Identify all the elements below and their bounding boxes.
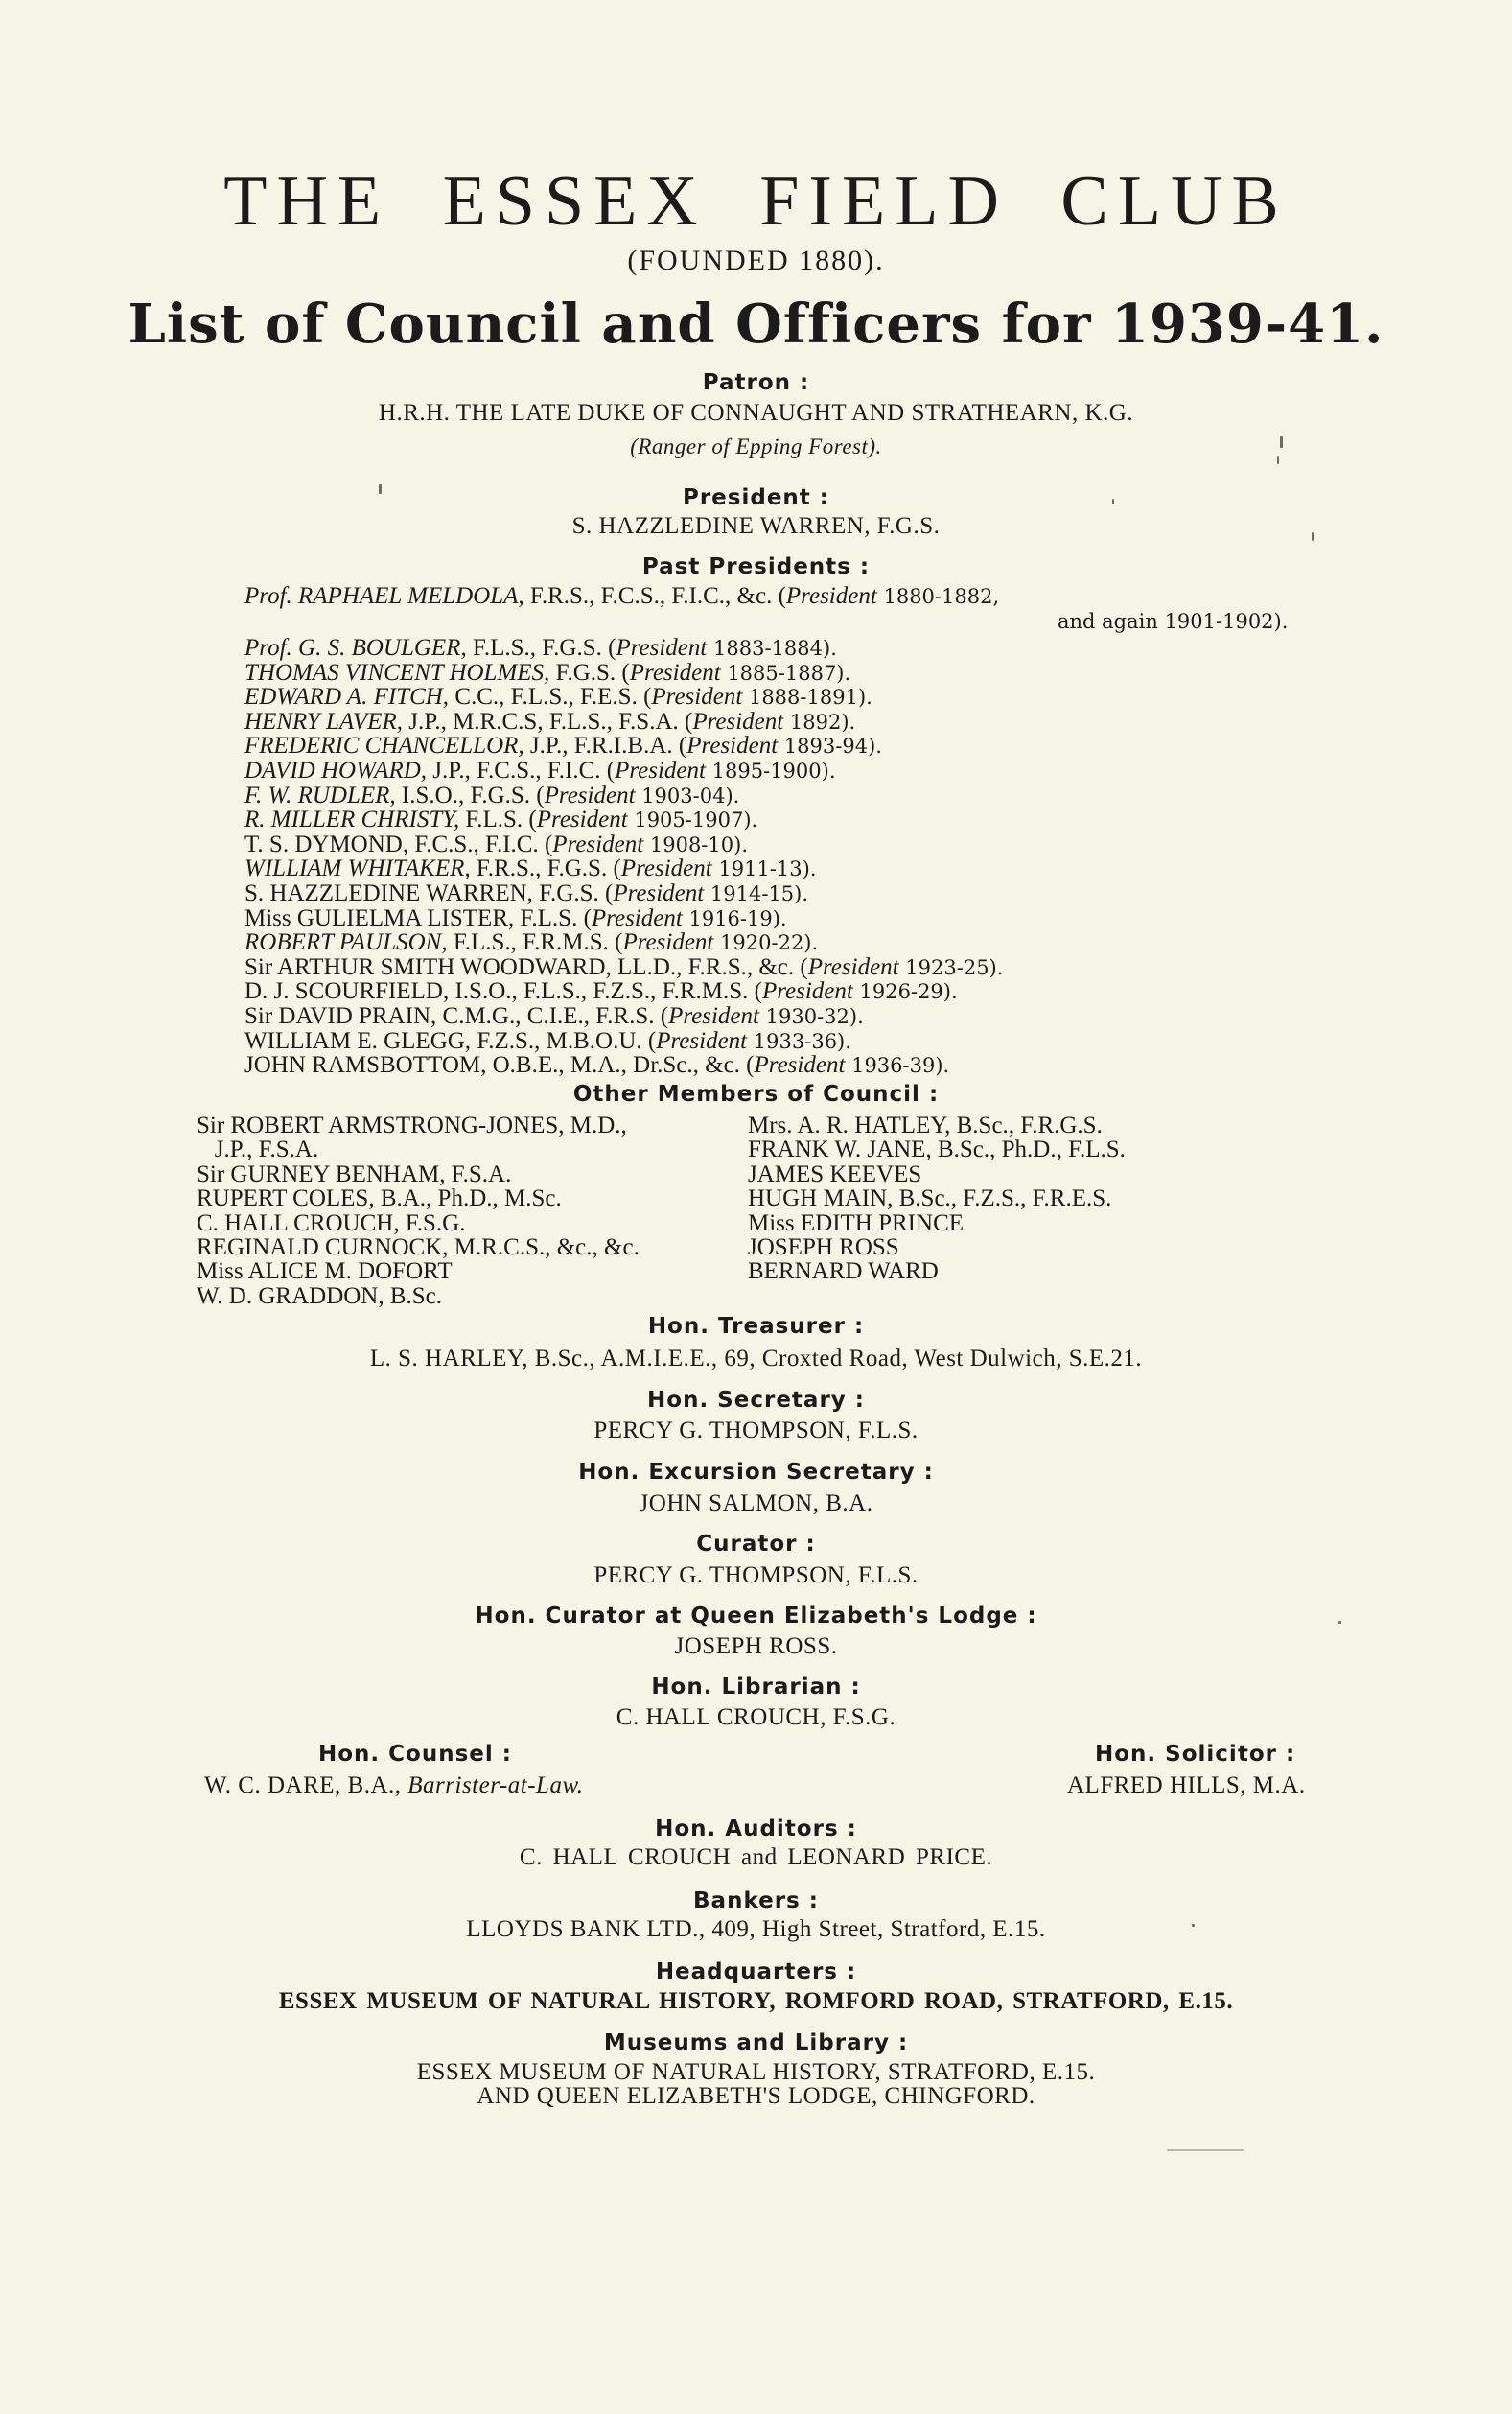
past-president-quals: I.S.O., F.L.S., F.Z.S., F.R.M.S. ( [449, 978, 762, 1005]
past-president-entry [244, 1004, 864, 1030]
past-president-name: Miss GULIELMA LISTER, [244, 904, 515, 931]
past-president-role: President [761, 978, 853, 1005]
past-president-name: EDWARD A. FITCH, [244, 684, 450, 711]
past-president-role: President [785, 583, 877, 609]
curator-heading: Curator : [696, 1532, 816, 1557]
bankers-heading: Bankers : [693, 1888, 819, 1913]
secretary-heading: Hon. Secretary : [647, 1388, 865, 1413]
past-president-quals: F.Z.S., M.B.O.U. ( [471, 1027, 657, 1054]
past-president-years: 1893-94). [778, 735, 882, 759]
past-president-entry [244, 734, 882, 760]
past-president-entry [244, 955, 1003, 981]
past-president-years: 1930-32). [758, 1005, 864, 1028]
past-president-role: President [686, 733, 779, 760]
president-name: S. HAZZLEDINE WARREN, F.G.S. [571, 513, 941, 539]
past-president-entry [244, 930, 818, 956]
past-president-years: 1936-39). [845, 1054, 950, 1078]
council-member: Mrs. A. R. HATLEY, B.Sc., F.R.G.S. [748, 1113, 1103, 1138]
past-president-entry [244, 661, 850, 687]
past-president-quals: C.C., F.L.S., F.E.S. ( [449, 684, 652, 711]
past-president-entry [244, 1029, 851, 1055]
council-member: J.P., F.S.A. [197, 1137, 319, 1163]
past-president-entry [244, 832, 748, 858]
past-president-years: 1892). [783, 710, 856, 734]
past-president-years: 1888-1891). [742, 686, 872, 710]
council-right-column [748, 1113, 1126, 1284]
past-president-entry [244, 636, 837, 662]
past-president-role: President [536, 807, 628, 833]
counsel-name-line [204, 1772, 584, 1799]
founded-line: (FOUNDED 1880). [627, 245, 885, 276]
council-member: Miss ALICE M. DOFORT [197, 1258, 453, 1285]
past-president-quals: F.L.S. ( [514, 904, 592, 931]
past-president-name: WILLIAM E. GLEGG, [244, 1027, 472, 1054]
past-president-quals: O.B.E., M.A., Dr.Sc., &c. ( [486, 1052, 755, 1079]
council-member: RUPERT COLES, B.A., Ph.D., M.Sc. [197, 1185, 562, 1212]
past-president-years: 1933-36). [747, 1029, 851, 1053]
past-president-role: President [651, 684, 743, 711]
past-president-quals: F.G.S. ( [549, 659, 630, 686]
solicitor-name: ALFRED HILLS, M.A. [1067, 1772, 1306, 1798]
past-president-years: 1914-15). [704, 882, 809, 905]
past-president-role: President [754, 1052, 846, 1079]
museums-heading: Museums and Library : [603, 2030, 909, 2055]
lodge-curator-heading: Hon. Curator at Queen Elizabeth's Lodge : [475, 1604, 1037, 1629]
past-president-role: President [692, 708, 784, 735]
past-president-years: 1880-1882, [876, 585, 1000, 608]
librarian-heading: Hon. Librarian : [651, 1675, 861, 1699]
past-president-name: THOMAS VINCENT HOLMES, [244, 659, 550, 686]
past-president-name: Prof. G. S. BOULGER, [244, 635, 467, 661]
patron-heading: Patron : [702, 370, 810, 395]
council-member: Miss EDITH PRINCE [748, 1209, 965, 1236]
council-member: FRANK W. JANE, B.Sc., Ph.D., F.L.S. [748, 1137, 1126, 1163]
past-president-quals: F.R.S., F.C.S., F.I.C., &c. ( [523, 583, 786, 609]
secretary-name: PERCY G. THOMPSON, F.L.S. [593, 1418, 919, 1443]
past-president-name: D. J. SCOURFIELD, [244, 978, 450, 1005]
past-president-name: F. W. RUDLER, [244, 782, 396, 809]
past-president-quals: F.C.S., F.I.C. ( [408, 831, 553, 857]
past-president-name: S. HAZZLEDINE WARREN, [244, 880, 533, 906]
past-president-entry [244, 906, 787, 932]
council-member: C. HALL CROUCH, F.S.G. [197, 1209, 466, 1236]
past-president-name: FREDERIC CHANCELLOR, [244, 733, 524, 760]
past-president-entry [244, 1053, 949, 1079]
council-member: Sir GURNEY BENHAM, F.S.A. [197, 1160, 512, 1187]
solicitor-heading: Hon. Solicitor : [1095, 1742, 1296, 1767]
past-president-name: R. MILLER CHRISTY, [244, 807, 460, 833]
past-president-quals: C.M.G., C.I.E., F.R.S. ( [436, 1003, 669, 1029]
librarian-name: C. HALL CROUCH, F.S.G. [616, 1704, 896, 1730]
past-presidents-heading: Past Presidents : [641, 554, 871, 579]
past-president-entry [244, 808, 757, 833]
past-president-years: 1923-25). [898, 955, 1004, 979]
past-president-quals: F.R.S., F.G.S. ( [470, 855, 621, 882]
past-president-role: President [656, 1027, 748, 1054]
patron-note: (Ranger of Epping Forest). [630, 434, 882, 458]
past-president-entry [244, 584, 999, 610]
counsel-name: W. C. DARE, B.A., [204, 1772, 408, 1798]
past-president-quals: F.L.S., F.R.M.S. ( [447, 929, 623, 956]
past-president-entry [244, 759, 836, 785]
past-president-role: President [668, 1003, 759, 1029]
past-president-name: T. S. DYMOND, [244, 831, 409, 857]
auditors-names: C. HALL CROUCH and LEONARD PRICE. [519, 1844, 993, 1870]
past-president-years: 1908-10). [643, 832, 748, 856]
excursion-name: JOHN SALMON, B.A. [639, 1490, 873, 1516]
past-president-entry [244, 979, 958, 1005]
past-president-role: President [613, 880, 705, 906]
page-title: THE ESSEX FIELD CLUB [223, 162, 1289, 241]
past-president-quals: F.L.S. ( [459, 807, 537, 833]
past-president-years: 1885-1887). [720, 661, 851, 685]
past-president-years: 1895-1900). [705, 760, 836, 783]
past-president-entry [244, 710, 855, 736]
council-left-column [197, 1113, 640, 1308]
past-president-name: WILLIAM WHITAKER, [244, 855, 471, 882]
past-president-quals: F.G.S. ( [532, 880, 614, 906]
council-member: JAMES KEEVES [748, 1160, 922, 1187]
past-president-entry [244, 784, 739, 809]
past-president-role: President [615, 758, 706, 784]
treasurer-name: L. S. HARLEY, B.Sc., A.M.I.E.E., 69, Croxted Road, West Dulwich, S.E.21. [369, 1346, 1143, 1371]
past-president-years: 1911-13). [711, 857, 817, 881]
past-president-name: ROBERT PAULSON, [244, 929, 448, 956]
past-president-role: President [620, 855, 712, 882]
past-president-name: JOHN RAMSBOTTOM, [244, 1052, 487, 1079]
past-president-role: President [616, 635, 708, 661]
past-president-quals: LL.D., F.R.S., &c. ( [611, 953, 808, 980]
past-president-entry [244, 856, 817, 882]
past-president-name: Sir ARTHUR SMITH WOODWARD, [244, 953, 612, 980]
council-member: REGINALD CURNOCK, M.R.C.S., &c., &c. [197, 1234, 640, 1261]
past-president-role: President [552, 831, 644, 857]
past-president-role: President [807, 953, 899, 980]
counsel-title: Barrister-at-Law. [407, 1772, 584, 1798]
past-president-years: 1926-29). [852, 980, 958, 1004]
past-president-years: 1905-1907). [627, 809, 758, 832]
counsel-heading: Hon. Counsel : [318, 1742, 512, 1767]
council-member: JOSEPH ROSS [748, 1234, 899, 1261]
curator-name: PERCY G. THOMPSON, F.L.S. [593, 1562, 919, 1588]
treasurer-heading: Hon. Treasurer : [647, 1314, 865, 1339]
council-member: W. D. GRADDON, B.Sc. [197, 1282, 443, 1309]
past-president-years: 1883-1884). [707, 637, 837, 660]
headquarters-heading: Headquarters : [655, 1959, 857, 1984]
council-member: HUGH MAIN, B.Sc., F.Z.S., F.R.E.S. [748, 1185, 1112, 1212]
past-president-role: President [622, 929, 714, 956]
past-president-role: President [591, 904, 683, 931]
excursion-heading: Hon. Excursion Secretary : [578, 1460, 934, 1485]
council-member: BERNARD WARD [748, 1258, 939, 1285]
patron-name: H.R.H. THE LATE DUKE OF CONNAUGHT AND STRATHEARN, K.G. [378, 400, 1134, 426]
headquarters-address: ESSEX MUSEUM OF NATURAL HISTORY, ROMFORD ROAD, STRATFORD, E.15. [278, 1988, 1234, 2014]
past-president-name: Sir DAVID PRAIN, [244, 1003, 437, 1029]
past-president-entry [244, 881, 808, 907]
council-member: Sir ROBERT ARMSTRONG-JONES, M.D., [197, 1113, 627, 1138]
past-president-name: HENRY LAVER, [244, 708, 403, 735]
past-president-years-continued: and again 1901-1902). [1058, 610, 1289, 633]
page-subtitle: List of Council and Officers for 1939-41. [128, 293, 1384, 356]
past-president-role: President [544, 782, 636, 809]
bankers-name: LLOYDS BANK LTD., 409, High Street, Stratford, E.15. [466, 1916, 1046, 1942]
past-president-quals: F.L.S., F.G.S. ( [466, 635, 616, 661]
past-president-years: 1920-22). [713, 931, 819, 955]
past-president-quals: J.P., M.R.C.S, F.L.S., F.S.A. ( [402, 708, 693, 735]
past-president-quals: I.S.O., F.G.S. ( [395, 782, 545, 809]
past-president-name: Prof. RAPHAEL MELDOLA, [244, 583, 524, 609]
auditors-heading: Hon. Auditors : [655, 1816, 857, 1841]
past-president-quals: J.P., F.C.S., F.I.C. ( [427, 758, 616, 784]
president-heading: President : [682, 485, 829, 510]
past-president-years: 1903-04). [635, 784, 740, 808]
museums-line-1: ESSEX MUSEUM OF NATURAL HISTORY, STRATFORD, E.15. [416, 2059, 1096, 2085]
museums-line-2: AND QUEEN ELIZABETH'S LODGE, CHINGFORD. [477, 2083, 1035, 2109]
past-president-quals: J.P., F.R.I.B.A. ( [523, 733, 687, 760]
lodge-curator-name: JOSEPH ROSS. [674, 1633, 838, 1659]
past-president-role: President [629, 659, 721, 686]
council-heading: Other Members of Council : [572, 1082, 940, 1107]
past-president-name: DAVID HOWARD, [244, 758, 428, 784]
past-president-years: 1916-19). [682, 906, 787, 930]
past-president-entry [244, 685, 872, 711]
